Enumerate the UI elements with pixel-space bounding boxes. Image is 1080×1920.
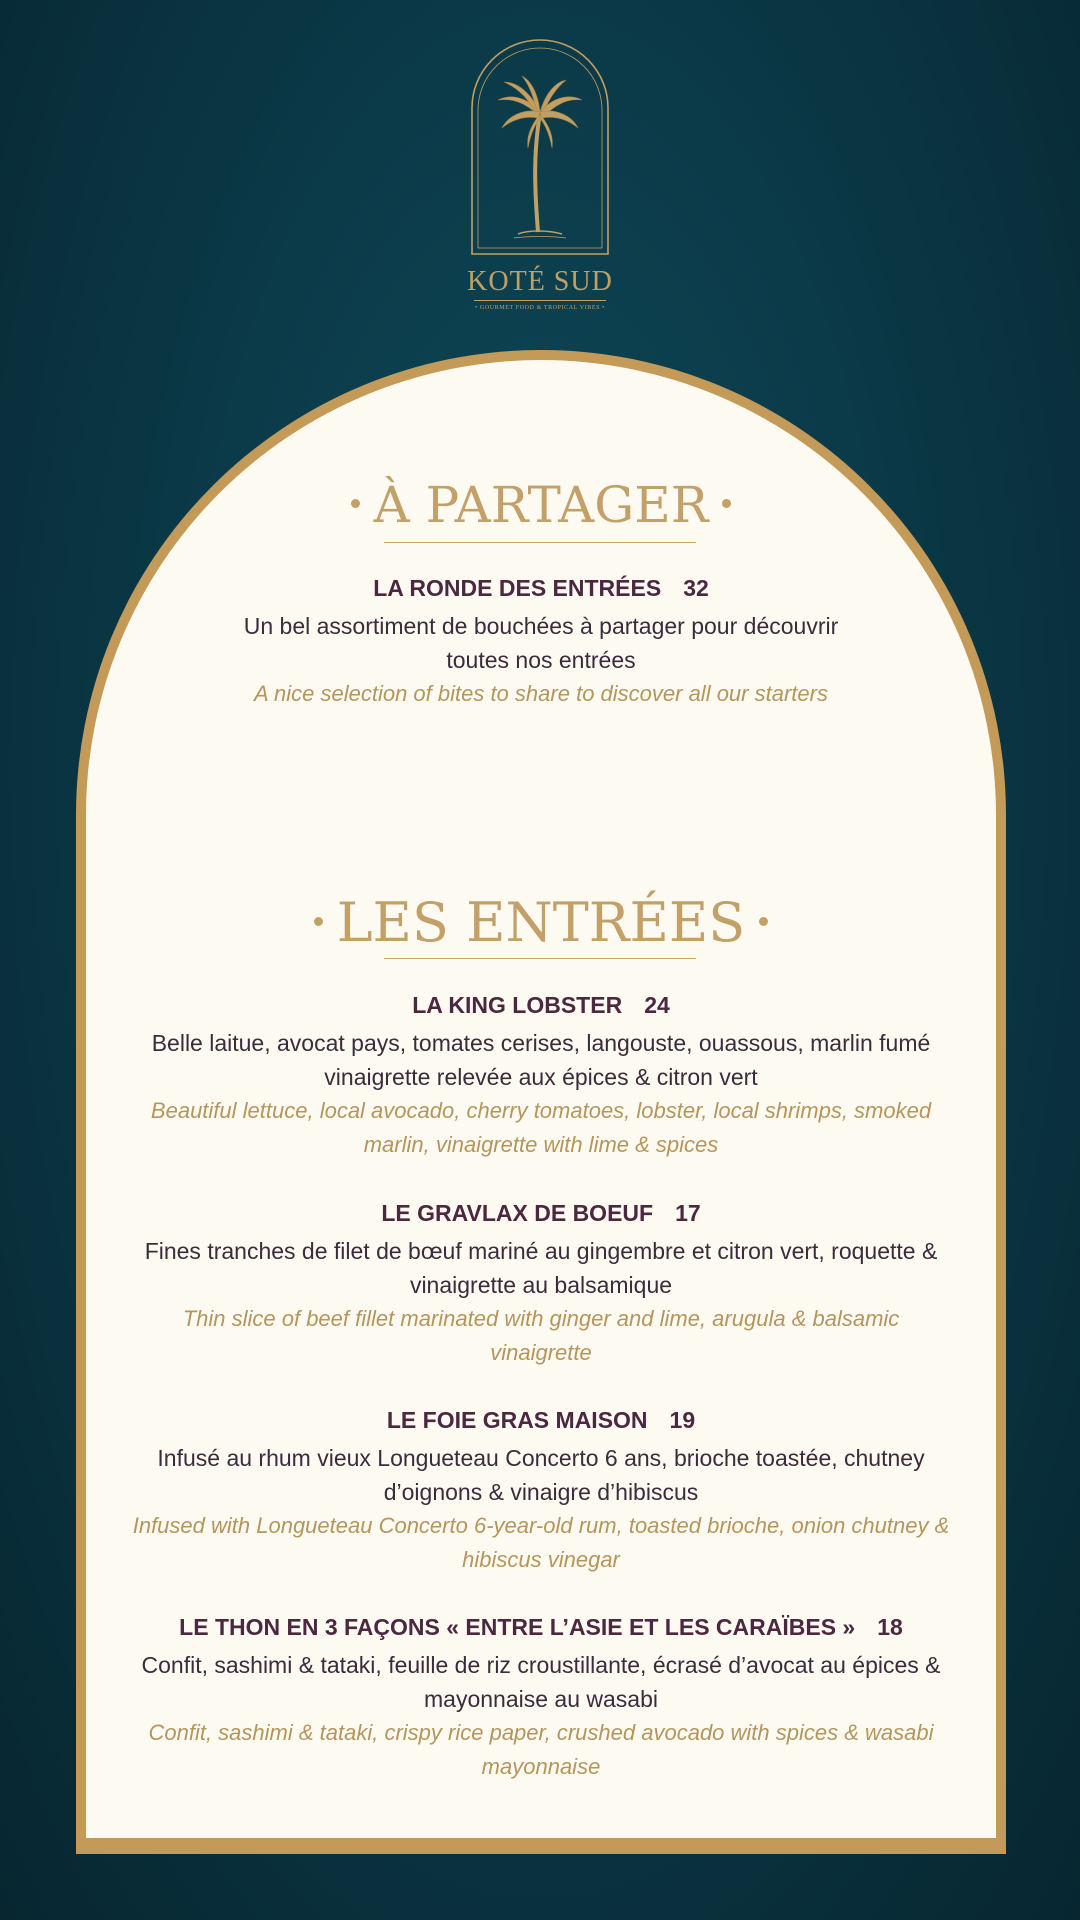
menu-item-name: LE FOIE GRAS MAISON: [386, 1407, 648, 1433]
menu-item-title: [86, 1612, 996, 1642]
menu-item-description-fr: Fines tranches de filet de bœuf mariné au gingembre et citron vert, roquette & vinaigrette au balsamique: [144, 1238, 938, 1298]
menu-item: [86, 990, 996, 1162]
menu-item-price: 19: [669, 1407, 696, 1433]
menu-item-description-fr: Un bel assortiment de bouchées à partager pour découvrir toutes nos entrées: [243, 613, 839, 673]
menu-item-title: [86, 990, 996, 1020]
menu-item-description-en: Confit, sashimi & tataki, crispy rice paper, crushed avocado with spices & wasabi mayonnaise: [148, 1720, 934, 1779]
brand-name: KOTÉ SUD: [467, 266, 613, 297]
menu-item-price: 32: [683, 575, 709, 601]
title-dot: [722, 499, 731, 508]
menu-item-name: LE GRAVLAX DE BOEUF: [381, 1200, 654, 1226]
menu-item-description-en: Thin slice of beef fillet marinated with ginger and lime, arugula & balsamic vinaigrette: [182, 1306, 900, 1365]
title-dot: [759, 917, 768, 926]
logo: [0, 36, 1080, 326]
menu-item-description-fr: Infusé au rhum vieux Longueteau Concerto 6 ans, brioche toastée, chutney d’oignons & vinaigre d’hibiscus: [157, 1445, 925, 1505]
menu-item: [86, 1198, 996, 1370]
menu-item-title: [86, 1198, 996, 1228]
menu-item-title: [86, 573, 996, 603]
menu-item-price: 24: [644, 992, 670, 1018]
section-title-text: À PARTAGER: [373, 476, 709, 534]
brand-tagline: • GOURMET FOOD & TROPICAL VIBES •: [475, 305, 605, 311]
menu-item-description-en: A nice selection of bites to share to discover all our starters: [254, 681, 828, 706]
menu-item-description-en: Beautiful lettuce, local avocado, cherry tomatoes, lobster, local shrimps, smoked marlin, vinaigrette with lime & spices: [150, 1098, 932, 1157]
section-divider: [384, 542, 696, 543]
title-dot: [314, 917, 323, 926]
section-title-text: LES ENTRÉES: [336, 891, 746, 954]
menu-item-price: 18: [877, 1614, 903, 1640]
menu-item-description-fr: Belle laitue, avocat pays, tomates cerises, langouste, ouassous, marlin fumé vinaigrette relevée aux épices & citron vert: [151, 1030, 931, 1090]
section-title-a-partager: [86, 470, 996, 540]
section-divider: [384, 958, 696, 959]
menu-item-description-en: Infused with Longueteau Concerto 6-year-old rum, toasted brioche, onion chutney & hibiscus vinegar: [132, 1513, 950, 1572]
menu-item-description-fr: Confit, sashimi & tataki, feuille de riz croustillante, écrasé d’avocat au épices & mayonnaise au wasabi: [141, 1652, 941, 1712]
title-dot: [351, 499, 360, 508]
menu-item-name: LE THON EN 3 FAÇONS « ENTRE L’ASIE ET LES CARAÏBES »: [179, 1614, 856, 1640]
sparkle-divider-icon: [0, 780, 1080, 830]
palm-tree-logo-icon: [468, 36, 612, 258]
brand-divider: [474, 300, 606, 301]
menu-item-price: 17: [675, 1200, 701, 1226]
menu-item-title: [86, 1405, 996, 1435]
section-title-les-entrees: [86, 886, 996, 960]
menu-item: [86, 1405, 996, 1577]
menu-item-name: LA KING LOBSTER: [412, 992, 623, 1018]
menu-item: [86, 1612, 996, 1784]
menu-item: [86, 573, 996, 711]
menu-item-name: LA RONDE DES ENTRÉES: [373, 575, 662, 601]
